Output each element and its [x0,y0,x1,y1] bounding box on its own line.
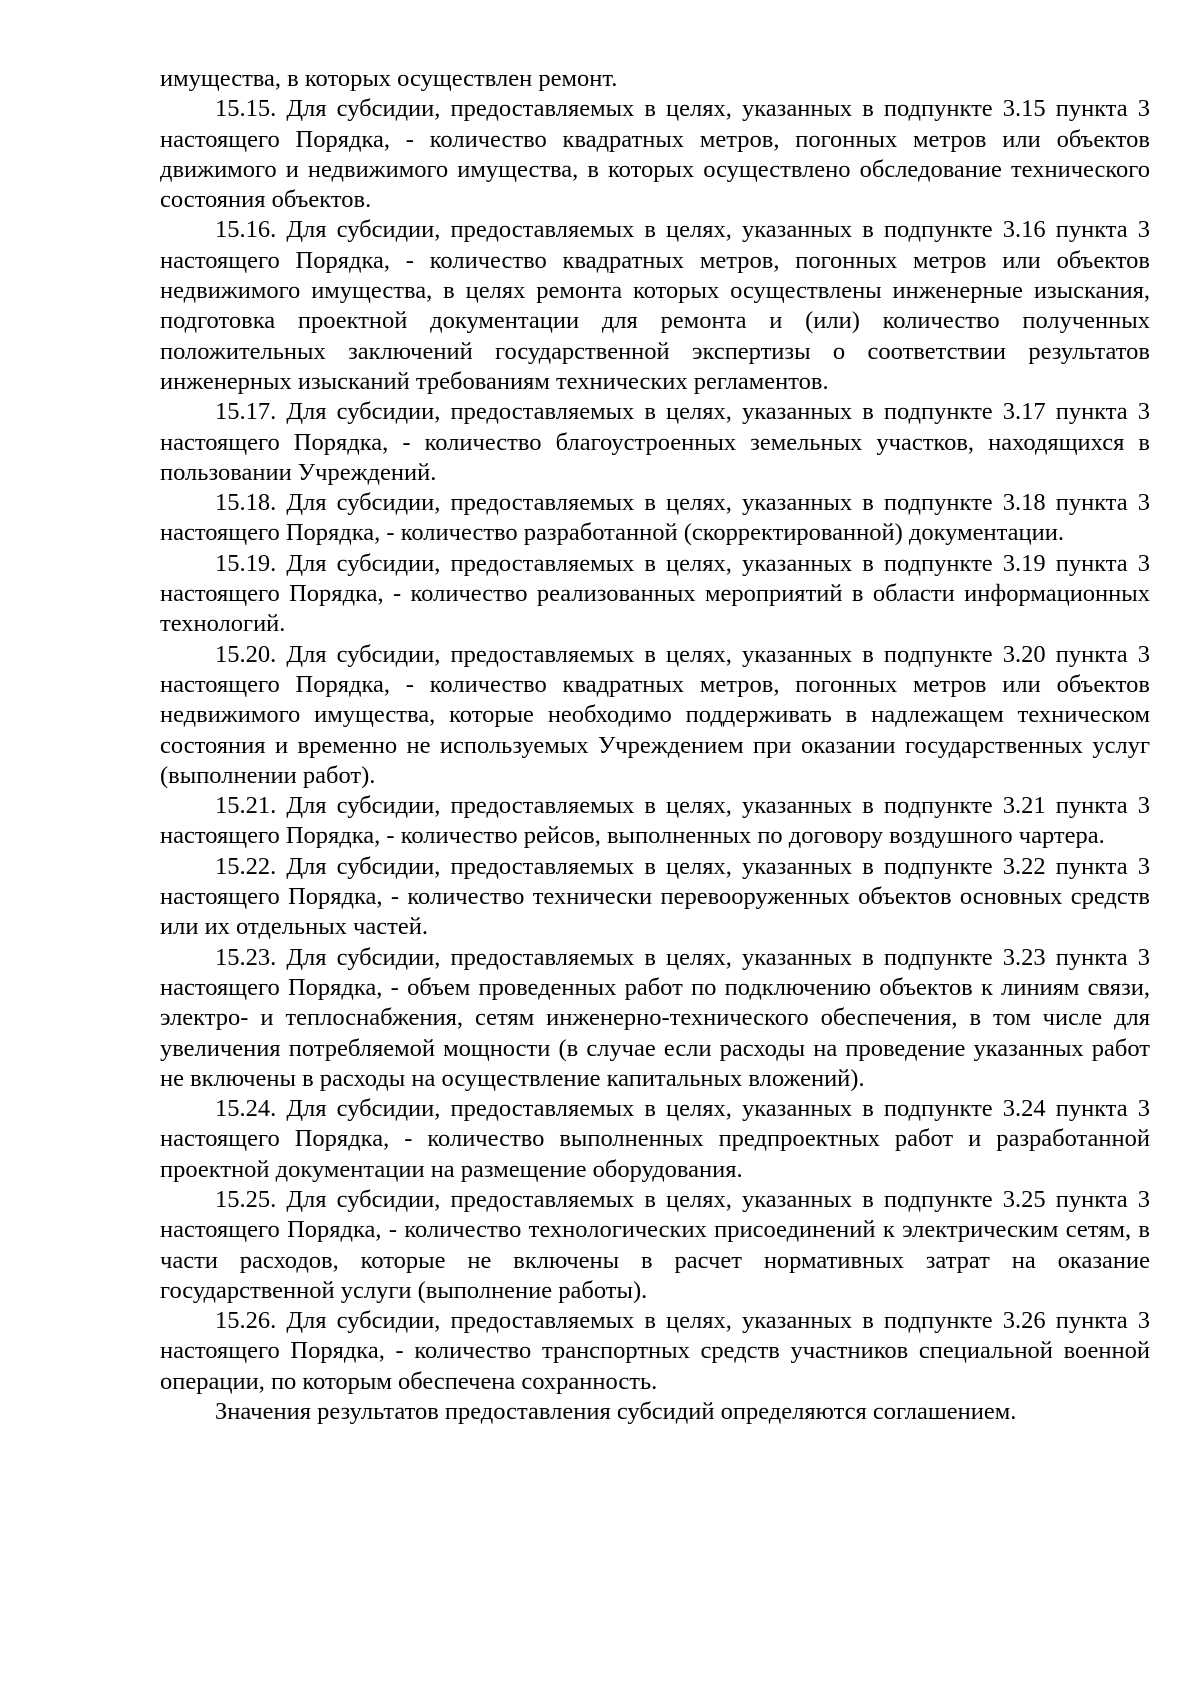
document-page [160,64,1150,1427]
paragraph-15-18: 15.18. Для субсидии, предоставляемых в целях, указанных в подпункте 3.18 пункта 3 настоящего Порядка, - количество разработанной (скорректированной) документации. [160,489,1150,547]
paragraph-15-17: 15.17. Для субсидии, предоставляемых в целях, указанных в подпункте 3.17 пункта 3 настоящего Порядка, - количество благоустроенных земельных участков, находящихся в пользовании Учреждений. [160,398,1150,486]
paragraph-15-15: 15.15. Для субсидии, предоставляемых в целях, указанных в подпункте 3.15 пункта 3 настоящего Порядка, - количество квадратных метров, погонных метров или объектов движимого и недвижимого имущества, в которых осуществлено обследование технического состояния объектов. [160,95,1150,214]
paragraph-15-21: 15.21. Для субсидии, предоставляемых в целях, указанных в подпункте 3.21 пункта 3 настоящего Порядка, - количество рейсов, выполненных по договору воздушного чартера. [160,792,1150,850]
paragraph-15-26: 15.26. Для субсидии, предоставляемых в целях, указанных в подпункте 3.26 пункта 3 настоящего Порядка, - количество транспортных средств участников специальной военной операции, по которым обеспечена сохранность. [160,1307,1150,1395]
paragraph-15-25: 15.25. Для субсидии, предоставляемых в целях, указанных в подпункте 3.25 пункта 3 настоящего Порядка, - количество технологических присоединений к электрическим сетям, в части расходов, которые не включены в расчет нормативных затрат на оказание государственной услуги (выполнение работы). [160,1185,1150,1304]
paragraph-continuation: имущества, в которых осуществлен ремонт. [160,65,618,92]
paragraph-15-23: 15.23. Для субсидии, предоставляемых в целях, указанных в подпункте 3.23 пункта 3 настоящего Порядка, - объем проведенных работ по подключению объектов к линиям связи, электро- и теплоснабжения, сетям инженерно-технического обеспечения, в том числе для увеличения потребляемой мощности (в случае если расходы на проведение указанных работ не включены в расходы на осуществление капитальных вложений). [160,943,1150,1092]
paragraph-15-20: 15.20. Для субсидии, предоставляемых в целях, указанных в подпункте 3.20 пункта 3 настоящего Порядка, - количество квадратных метров, погонных метров или объектов недвижимого имущества, которые необходимо поддерживать в надлежащем техническом состояния и временно не используемых Учреждением при оказании государственных услуг (выполнении работ). [160,640,1150,789]
paragraph-15-22: 15.22. Для субсидии, предоставляемых в целях, указанных в подпункте 3.22 пункта 3 настоящего Порядка, - количество технически перевооруженных объектов основных средств или их отдельных частей. [160,852,1150,941]
paragraph-15-16: 15.16. Для субсидии, предоставляемых в целях, указанных в подпункте 3.16 пункта 3 настоящего Порядка, - количество квадратных метров, погонных метров или объектов недвижимого имущества, в целях ремонта которых осуществлены инженерные изыскания, подготовка проектной документации для ремонта и (или) количество полученных положительных заключений государственной экспертизы о соответствии результатов инженерных изысканий требованиям технических регламентов. [160,216,1150,395]
paragraph-closing: Значения результатов предоставления субсидий определяются соглашением. [215,1398,1017,1426]
paragraph-15-19: 15.19. Для субсидии, предоставляемых в целях, указанных в подпункте 3.19 пункта 3 настоящего Порядка, - количество реализованных мероприятий в области информационных технологий. [160,549,1150,638]
paragraph-15-24: 15.24. Для субсидии, предоставляемых в целях, указанных в подпункте 3.24 пункта 3 настоящего Порядка, - количество выполненных предпроектных работ и разработанной проектной документации на размещение оборудования. [160,1095,1150,1183]
